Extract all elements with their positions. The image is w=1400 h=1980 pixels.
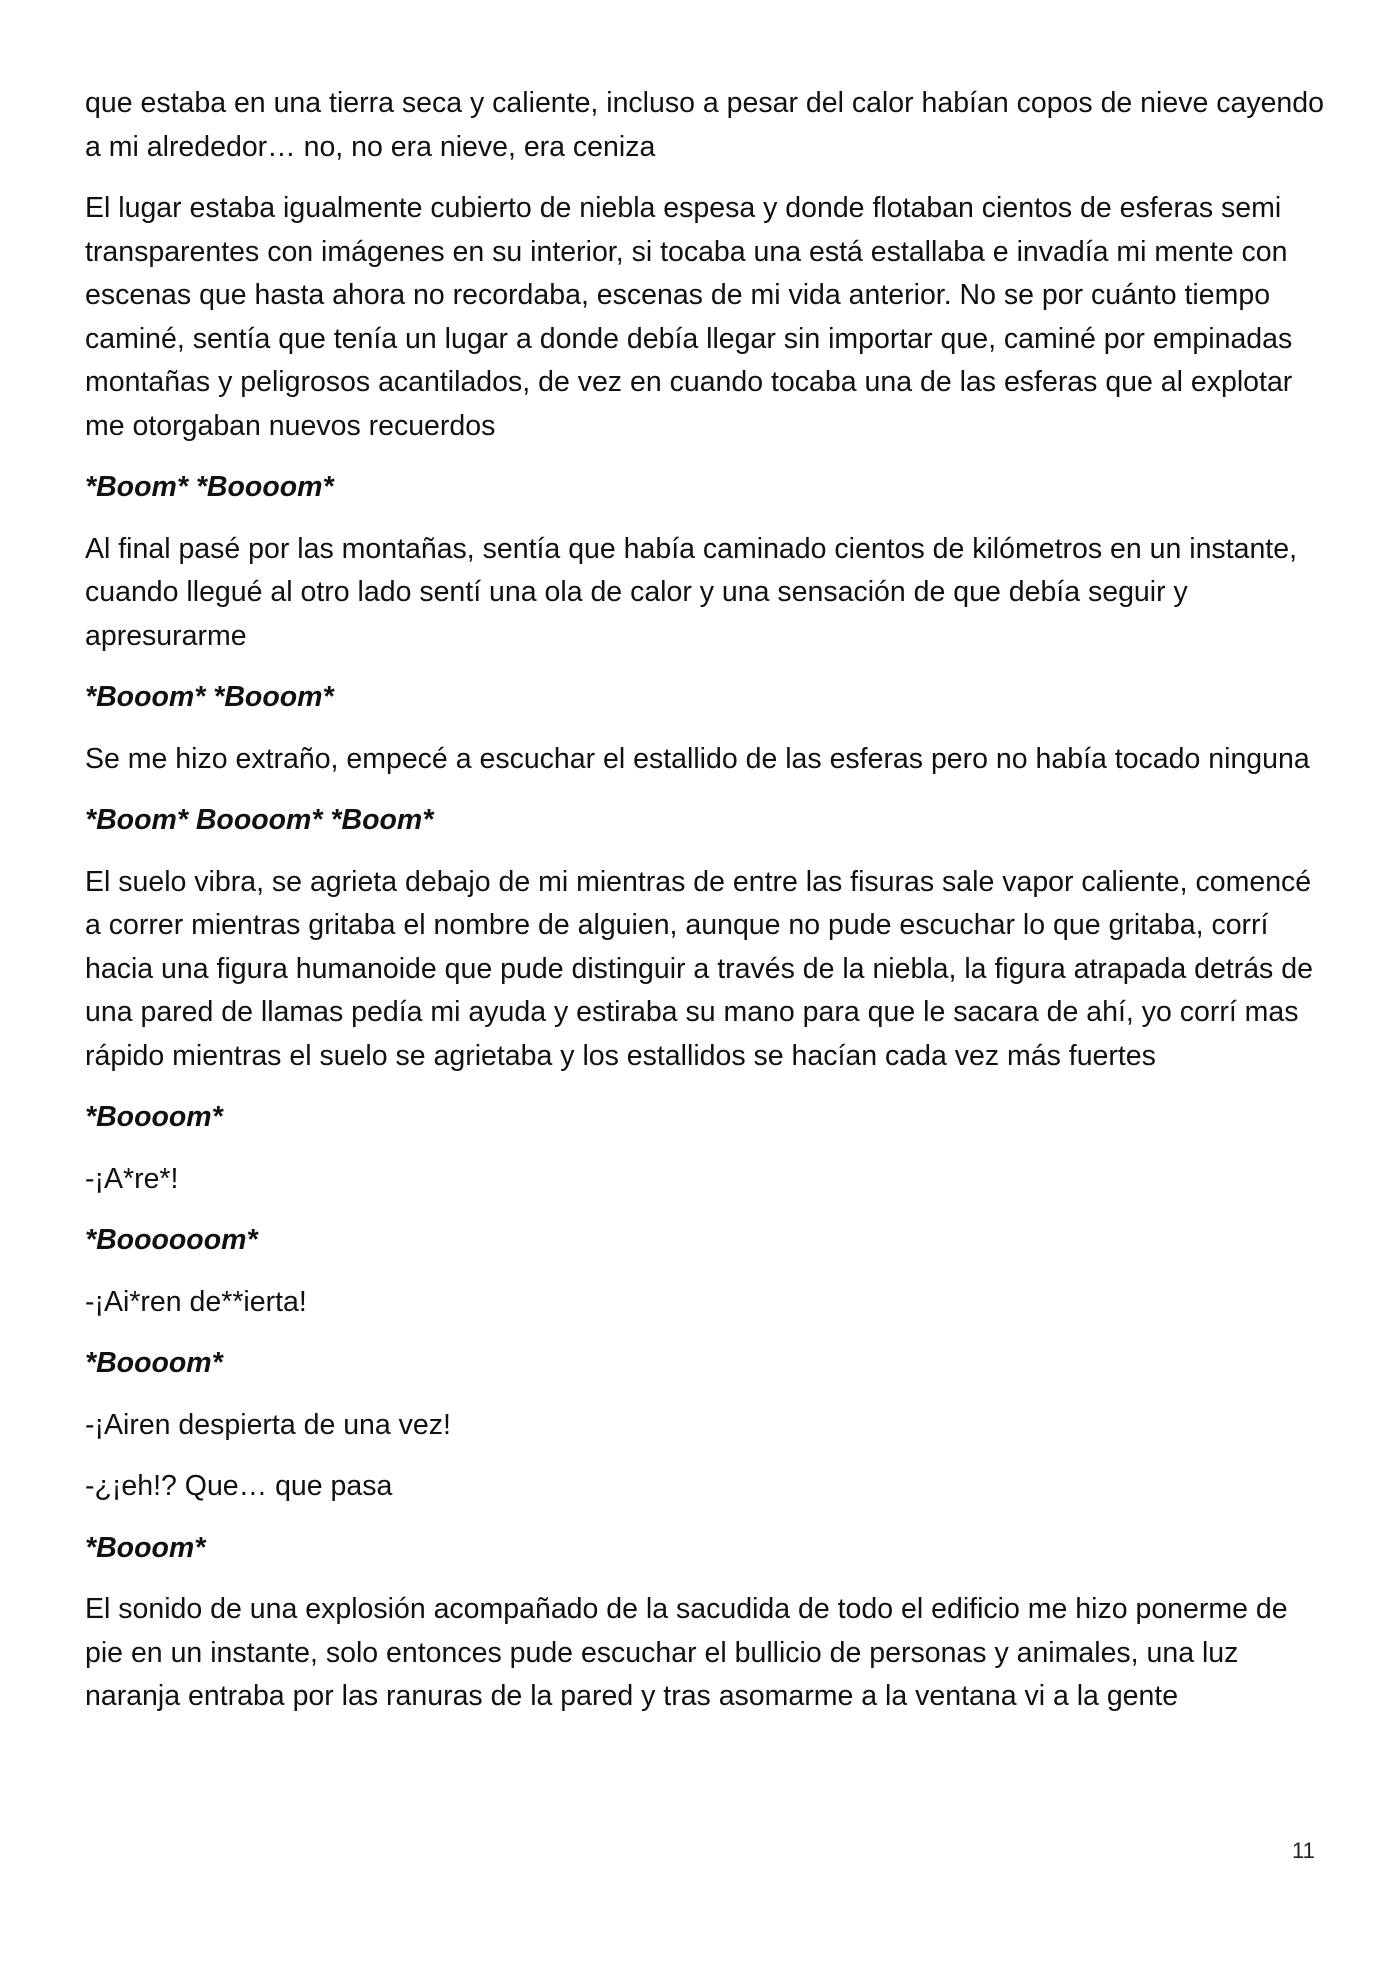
paragraph: Al final pasé por las montañas, sentía que había caminado cientos de kilómetros en un instante, cuando llegué al otro lado sentí una ola de calor y una sensación de que debía seguir y apresurarme xyxy=(85,532,1297,652)
paragraph: Se me hizo extraño, empecé a escuchar el estallido de las esferas pero no había tocado ninguna xyxy=(85,742,1310,775)
sound-effect: *Boooooom* xyxy=(85,1224,258,1256)
sound-effect: *Boooom* xyxy=(85,1347,223,1379)
sound-effect: *Boooom* xyxy=(85,1101,223,1133)
sound-effect: *Booom* *Booom* xyxy=(85,681,334,713)
sound-effect: *Boom* Boooom* *Boom* xyxy=(85,804,434,836)
paragraph: El sonido de una explosión acompañado de la sacudida de todo el edificio me hizo ponerme de pie en un instante, solo entonces pude escuchar el bullicio de personas y animales, una luz naranja entraba por las ranuras de la pared y tras asomarme a la ventana vi a la gente xyxy=(85,1593,1288,1712)
sound-effect: *Boom* *Boooom* xyxy=(85,471,334,503)
sound-effect: *Booom* xyxy=(85,1531,206,1564)
paragraph: El lugar estaba igualmente cubierto de niebla espesa y donde flotaban cientos de esferas semi transparentes con imágenes en su interior, si tocaba una está estallaba e invadía mi mente con escenas que hasta ahora no recordaba, escenas de mi vida anterior. No se por cuánto tiempo caminé, sentía que tenía un lugar a donde debía llegar sin importar que, caminé por empinadas montañas y peligrosos acantilados, de vez en cuando tocaba una de las esferas que al explotar me otorgaban nuevos recuerdos xyxy=(85,192,1293,442)
paragraph: El suelo vibra, se agrieta debajo de mi mientras de entre las fisuras sale vapor caliente, comencé a correr mientras gritaba el nombre de alguien, aunque no pude escuchar lo que gritaba, corrí hacia una figura humanoide que pude distinguir a través de la niebla, la figura atrapada detrás de una pared de llamas pedía mi ayuda y estiraba su mano para que le sacara de ahí, yo corrí mas rápido mientras el suelo se agrietaba y los estallidos se hacían cada vez más fuertes xyxy=(85,865,1313,1072)
page-body xyxy=(85,82,1325,1737)
paragraph: que estaba en una tierra seca y caliente, incluso a pesar del calor habían copos de nieve cayendo a mi alrededor… no, no era nieve, era ceniza xyxy=(85,87,1324,163)
dialogue-line: -¡Airen despierta de una vez! xyxy=(85,1408,451,1441)
page-number: 11 xyxy=(1292,1838,1315,1863)
dialogue-line: -¡A*re*! xyxy=(85,1162,179,1195)
dialogue-line: -¡Ai*ren de**ierta! xyxy=(85,1285,307,1318)
dialogue-line: -¿¡eh!? Que… que pasa xyxy=(85,1470,393,1502)
